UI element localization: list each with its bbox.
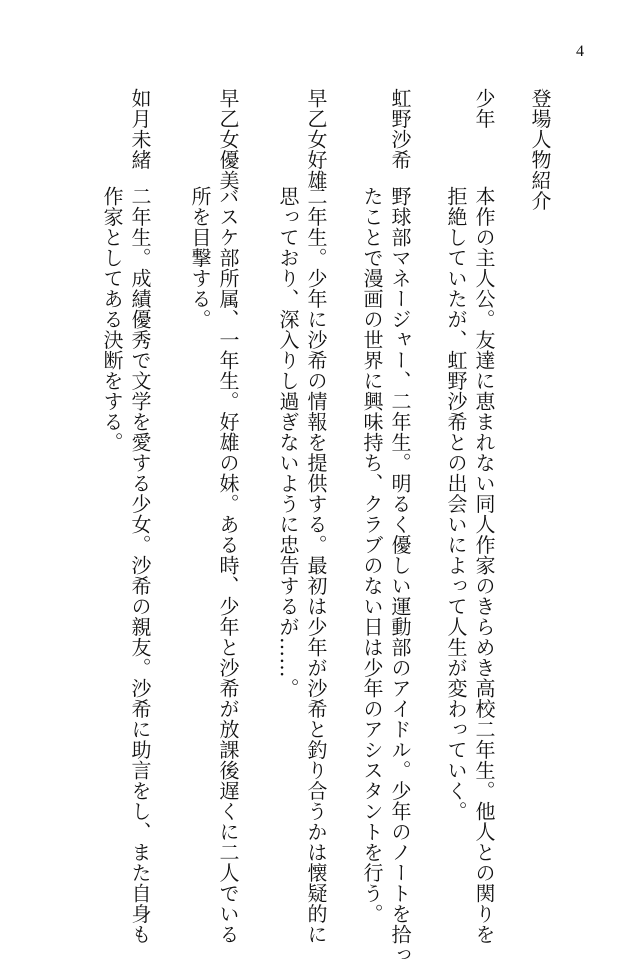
character-desc-nijino-saki-line-2: たことで漫画の世界に興味持ち、クラブのない日は少年のアシスタントを行う。 [360, 186, 384, 924]
page-number: 4 [576, 43, 584, 60]
character-name-shonen: 少年 [472, 88, 496, 129]
character-desc-saotome-yumi-line-1: バスケ部所属、一年生。好雄の妹。ある時、少年と沙希が放課後遅くに二人でいる [216, 186, 240, 945]
character-name-saotome-yoshio: 早乙女好雄 [304, 88, 328, 191]
character-desc-saotome-yumi-line-2: 所を目撃する。 [188, 186, 212, 330]
character-desc-saotome-yoshio-line-1: 二年生。少年に沙希の情報を提供する。最初は少年が沙希と釣り合うかは懐疑的に [304, 186, 328, 945]
character-desc-kisaragi-mio-line-2: 作家としてある決断をする。 [100, 186, 124, 453]
character-name-kisaragi-mio: 如月未緒 [128, 88, 152, 170]
character-desc-kisaragi-mio-line-1: 二年生。成績優秀で文学を愛する少女。沙希の親友。沙希に助言をし、また自身も [128, 186, 152, 945]
character-desc-shonen-line-2: 拒絶していたが、虹野沙希との出会いによって人生が変わっていく。 [444, 186, 468, 822]
section-heading: 登場人物紹介 [528, 88, 552, 211]
character-name-saotome-yumi: 早乙女優美 [216, 88, 240, 191]
character-desc-saotome-yoshio-line-2: 思っており、深入りし過ぎないように忠告するが……。 [276, 186, 300, 699]
character-desc-shonen-line-1: 本作の主人公。友達に恵まれない同人作家のきらめき高校二年生。他人との関りを [472, 186, 496, 945]
character-name-nijino-saki: 虹野沙希 [388, 88, 412, 170]
character-desc-nijino-saki-line-1: 野球部マネージャー、二年生。明るく優しい運動部のアイドル。少年のノートを拾っ [388, 186, 412, 965]
